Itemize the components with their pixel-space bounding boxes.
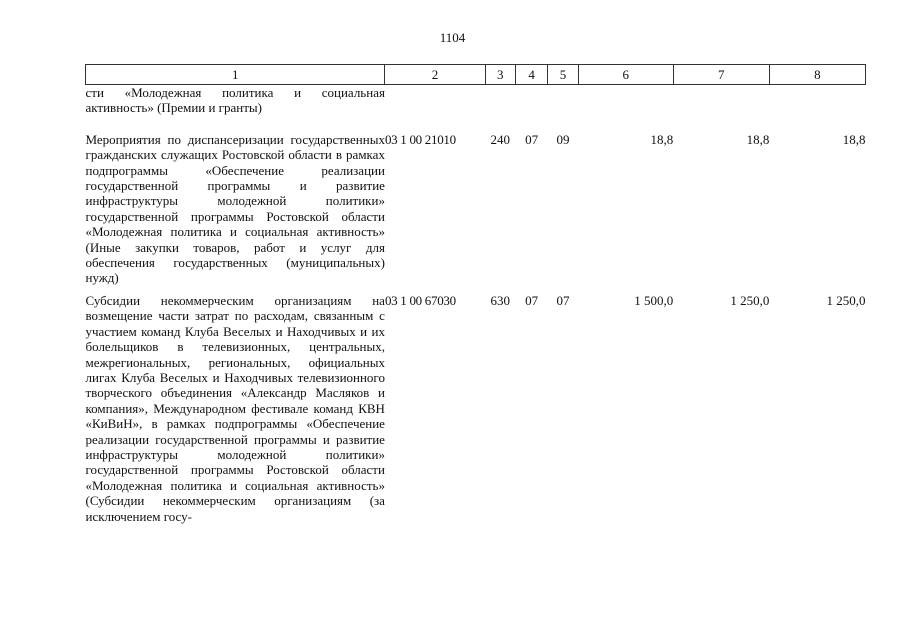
row-description: Мероприятия по диспансеризации государственных гражданских служащих Ростовской области в рамках подпрограммы «Обеспечение реализации государственной программы и развитие инфраструктуры молодежной политики» государственной программы Ростовской области «Молодежная политика и социальная активность» (Иные закупки товаров, работ и услуг для обеспечения государственных (муниципальных) нужд) xyxy=(85,131,385,286)
row-year3: 18,8 xyxy=(842,131,866,147)
row-code: 03 1 00 21010 xyxy=(384,131,456,147)
row-pr xyxy=(548,85,578,118)
column-header: 4 xyxy=(515,65,547,85)
header-row xyxy=(86,65,866,85)
row-year3 xyxy=(769,85,865,118)
column-header: 2 xyxy=(385,65,485,85)
row-year2: 18,8 xyxy=(746,131,770,147)
row-vr: 240 xyxy=(490,131,511,147)
table-row xyxy=(86,85,866,118)
row-pr: 07 xyxy=(556,292,570,308)
row-description: Субсидии некоммерческим организациям на возмещение части затрат по расходам, связанным с участием команд Клуба Веселых и Находчивых и их болельщиков в телевизионных, центральных, межрегиональных, региональных, официальных лигах Клуба Веселых и Находчивых телевизионного творческого объединения «Александр Масляков и компания», Международном фестивале команд КВН «КиВиН», в рамках подпрограммы «Обеспечение реализации государственной программы и развитие инфраструктуры молодежной политики» государственной программы Ростовской области «Молодежная политика и социальная активность» (Субсидии некоммерческим организациям (за исключением госу- xyxy=(85,292,385,524)
column-header: 6 xyxy=(578,65,673,85)
column-header: 8 xyxy=(769,65,865,85)
row-rz: 07 xyxy=(525,292,539,308)
row-vr xyxy=(485,85,515,118)
row-year1: 18,8 xyxy=(650,131,674,147)
row-year1: 1 500,0 xyxy=(634,292,674,308)
row-code: 03 1 00 67030 xyxy=(384,292,456,308)
row-year3: 1 250,0 xyxy=(826,292,866,308)
column-header: 3 xyxy=(485,65,515,85)
row-vr: 630 xyxy=(490,292,511,308)
row-code xyxy=(385,85,485,118)
page-number: 1104 xyxy=(439,30,466,45)
column-header: 7 xyxy=(673,65,769,85)
row-year1 xyxy=(578,85,673,118)
column-header: 1 xyxy=(86,65,385,85)
row-description: сти «Молодежная политика и социальная активность» (Премии и гранты) xyxy=(85,85,385,116)
table-row xyxy=(86,286,866,524)
table-row xyxy=(86,118,866,286)
column-header: 5 xyxy=(548,65,578,85)
row-rz: 07 xyxy=(525,131,539,147)
row-pr: 09 xyxy=(556,131,570,147)
row-rz xyxy=(515,85,547,118)
row-year2: 1 250,0 xyxy=(730,292,770,308)
budget-table xyxy=(85,64,866,524)
row-year2 xyxy=(673,85,769,118)
